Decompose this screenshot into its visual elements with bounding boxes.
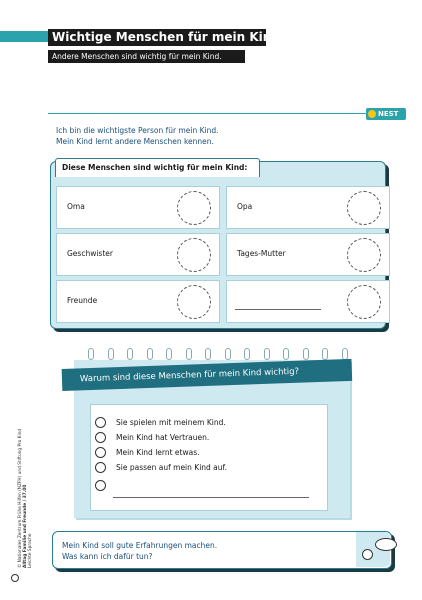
blank-write-line[interactable]: [235, 309, 321, 310]
people-heading: Diese Menschen sind wichtig für mein Kind:: [55, 158, 260, 177]
checkbox-circle[interactable]: [95, 480, 106, 491]
binding-ring: [283, 348, 289, 360]
person-label: Tages-Mutter: [237, 249, 286, 258]
reflection-line-2: Was kann ich dafür tun?: [62, 552, 153, 561]
binding-ring: [303, 348, 309, 360]
checkbox-circle[interactable]: [95, 417, 106, 428]
photo-circle[interactable]: [347, 238, 381, 272]
reflection-line-1: Mein Kind soll gute Erfahrungen machen.: [62, 541, 218, 550]
binding-ring: [186, 348, 192, 360]
speech-bubble-icon: [375, 538, 397, 551]
person-cell-oma[interactable]: [56, 186, 220, 229]
smiley-icon: [362, 549, 373, 560]
reason-item[interactable]: [95, 430, 209, 444]
photo-circle[interactable]: [177, 285, 211, 319]
sun-icon: [368, 110, 376, 118]
person-label: Oma: [67, 202, 85, 211]
person-label: Freunde: [67, 296, 98, 305]
copyright-icon: [11, 574, 19, 582]
binding-ring: [322, 348, 328, 360]
reason-item[interactable]: [95, 460, 227, 474]
nest-logo: [366, 108, 406, 120]
reason-item[interactable]: [95, 445, 200, 459]
checkbox-circle[interactable]: [95, 447, 106, 458]
credits-line-3: Leichte Sprache: [28, 533, 33, 568]
checkbox-circle[interactable]: [95, 432, 106, 443]
binding-ring: [225, 348, 231, 360]
binding-ring: [166, 348, 172, 360]
binding-ring: [147, 348, 153, 360]
binding-ring: [127, 348, 133, 360]
person-cell-blank[interactable]: [226, 280, 390, 323]
binding-ring: [264, 348, 270, 360]
binding-ring: [108, 348, 114, 360]
reason-text: Sie passen auf mein Kind auf.: [116, 462, 228, 472]
intro-line-1: Ich bin die wichtigste Person für mein Kind.: [56, 126, 219, 135]
binding-ring: [205, 348, 211, 360]
reason-text: Sie spielen mit meinem Kind.: [116, 417, 226, 427]
nest-logo-label: NEST: [378, 110, 399, 118]
page-subtitle: Andere Menschen sind wichtig für mein Kind.: [48, 50, 245, 63]
reasons-list: [90, 404, 328, 511]
divider-line: [48, 113, 366, 114]
binding-ring: [88, 348, 94, 360]
reason-text: Mein Kind lernt etwas.: [116, 447, 200, 457]
credits-line-1: © Nationales Zentrum Frühe Hilfen (NZFH) und Stiftung Pro Kind: [18, 428, 23, 568]
person-cell-freunde[interactable]: [56, 280, 220, 323]
reason-text: Mein Kind hat Vertrauen.: [116, 432, 210, 442]
reason-item-blank[interactable]: [95, 478, 116, 492]
intro-line-2: Mein Kind lernt andere Menschen kennen.: [56, 137, 214, 146]
photo-circle[interactable]: [177, 191, 211, 225]
person-label: Opa: [237, 202, 253, 211]
credits-line-2: Alltag Familie und Freunde / 37.00: [23, 484, 28, 568]
question-heading: Warum sind diese Menschen für mein Kind wichtig?: [62, 359, 353, 391]
photo-circle[interactable]: [347, 191, 381, 225]
photo-circle[interactable]: [177, 238, 211, 272]
blank-write-line[interactable]: [113, 497, 309, 498]
binding-ring: [244, 348, 250, 360]
header-accent-strip: [0, 31, 48, 42]
person-label: Geschwister: [67, 249, 113, 258]
reason-item[interactable]: [95, 415, 226, 429]
person-cell-opa[interactable]: [226, 186, 390, 229]
people-box: [50, 161, 386, 329]
side-credits: [18, 429, 33, 568]
photo-circle[interactable]: [347, 285, 381, 319]
checkbox-circle[interactable]: [95, 462, 106, 473]
page-title: Wichtige Menschen für mein Kind: [48, 29, 266, 46]
person-cell-tages-mutter[interactable]: [226, 233, 390, 276]
person-cell-geschwister[interactable]: [56, 233, 220, 276]
intro-text: [56, 125, 219, 147]
reflection-text: [62, 540, 217, 562]
